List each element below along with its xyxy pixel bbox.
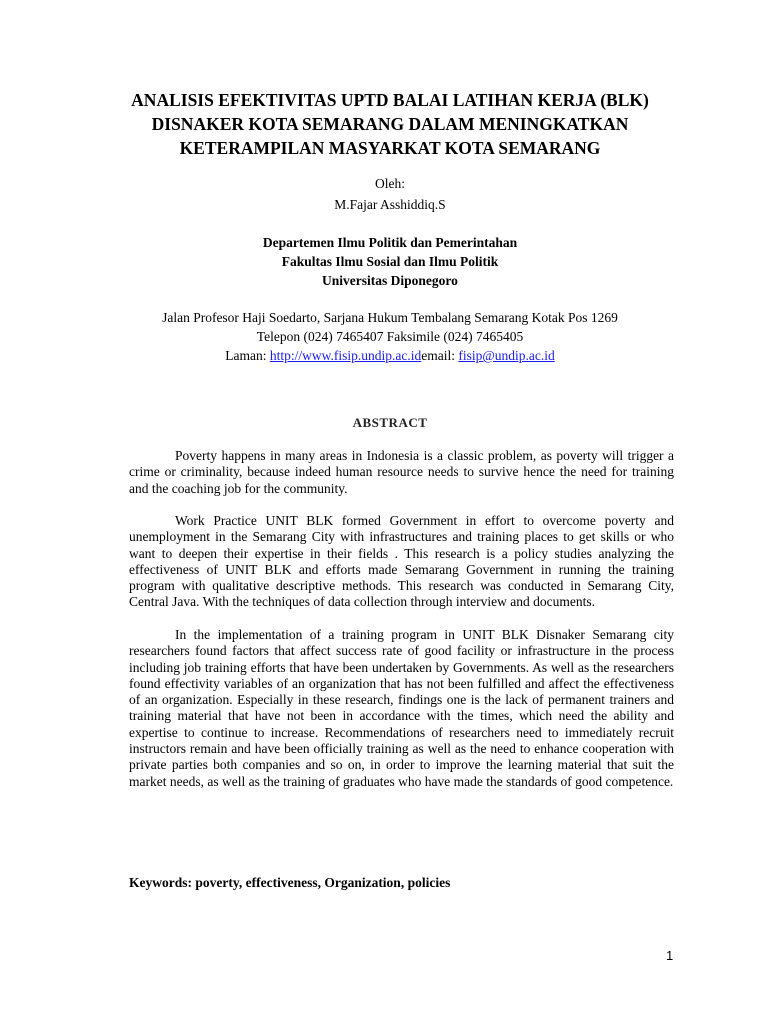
email-link[interactable]: fisip@undip.ac.id	[458, 348, 555, 363]
abstract-paragraph-3	[129, 627, 674, 790]
author-name: M.Fajar Asshiddiq.S	[334, 197, 446, 212]
author-by-label: Oleh:	[375, 176, 405, 191]
page-number: 1	[666, 948, 674, 963]
paragraph-text: Work Practice UNIT BLK formed Government in effort to overcome poverty and unemployment in the Semarang City with infrastructures and training places to get skills or who want to deepen their expertise in their fields . This research is a policy studies analyzing the effectiveness of UNIT BLK and efforts made Semarang Government in running the training program with qualitative descriptive methods. This research was conducted in Semarang City, Central Java. With the techniques of data collection through interview and documents.	[129, 513, 674, 610]
title-line-3: KETERAMPILAN MASYARKAT KOTA SEMARANG	[179, 138, 601, 158]
email-label: email:	[421, 348, 459, 363]
paragraph-text: In the implementation of a training program in UNIT BLK Disnaker Semarang city researchers found factors that affect success rate of good facility or infrastructure in the process including job training efforts that have been undertaken by Governments. As well as the researchers found effectivity variables of an organization that has not been fulfilled and affect the effectiveness of an organization. Especially in these research, findings one is the lack of permanent trainers and training material that have not been in accordance with the times, which need the ability and expertise to continue to increase. Recommendations of researchers need to immediately recruit instructors remain and have been officially training as well as the need to enhance cooperation with private parties both companies and so on, in order to improve the learning material that suit the market needs, as well as the training of graduates who have made the standards of good competence.	[129, 627, 674, 789]
phone-fax: Telepon (024) 7465407 Faksimile (024) 7465405	[256, 329, 524, 344]
web-email-line	[0, 346, 768, 365]
department: Departemen Ilmu Politik dan Pemerintahan	[262, 235, 518, 250]
title-line-2: DISNAKER KOTA SEMARANG DALAM MENINGKATKAN	[151, 114, 629, 134]
address-block	[0, 308, 768, 365]
web-label: Laman:	[225, 348, 270, 363]
keywords: Keywords: poverty, effectiveness, Organization, policies	[129, 875, 451, 890]
abstract-heading: ABSTRACT	[352, 415, 428, 430]
university: Universitas Diponegoro	[322, 273, 458, 288]
title-line-1: ANALISIS EFEKTIVITAS UPTD BALAI LATIHAN KERJA (BLK)	[131, 90, 649, 110]
paragraph-text: Poverty happens in many areas in Indonesia is a classic problem, as poverty will trigger a crime or criminality, because indeed human resource needs to survive hence the need for training and the coaching job for the community.	[129, 448, 674, 496]
website-link[interactable]: http://www.fisip.undip.ac.id	[269, 348, 422, 363]
author-block	[0, 173, 768, 215]
abstract-paragraph-1	[129, 448, 674, 497]
street-address: Jalan Profesor Haji Soedarto, Sarjana Hukum Tembalang Semarang Kotak Pos 1269	[162, 310, 618, 325]
abstract-paragraph-2	[129, 513, 674, 611]
affiliation-block	[0, 233, 768, 290]
faculty: Fakultas Ilmu Sosial dan Ilmu Politik	[281, 254, 499, 269]
paper-title	[100, 88, 680, 160]
